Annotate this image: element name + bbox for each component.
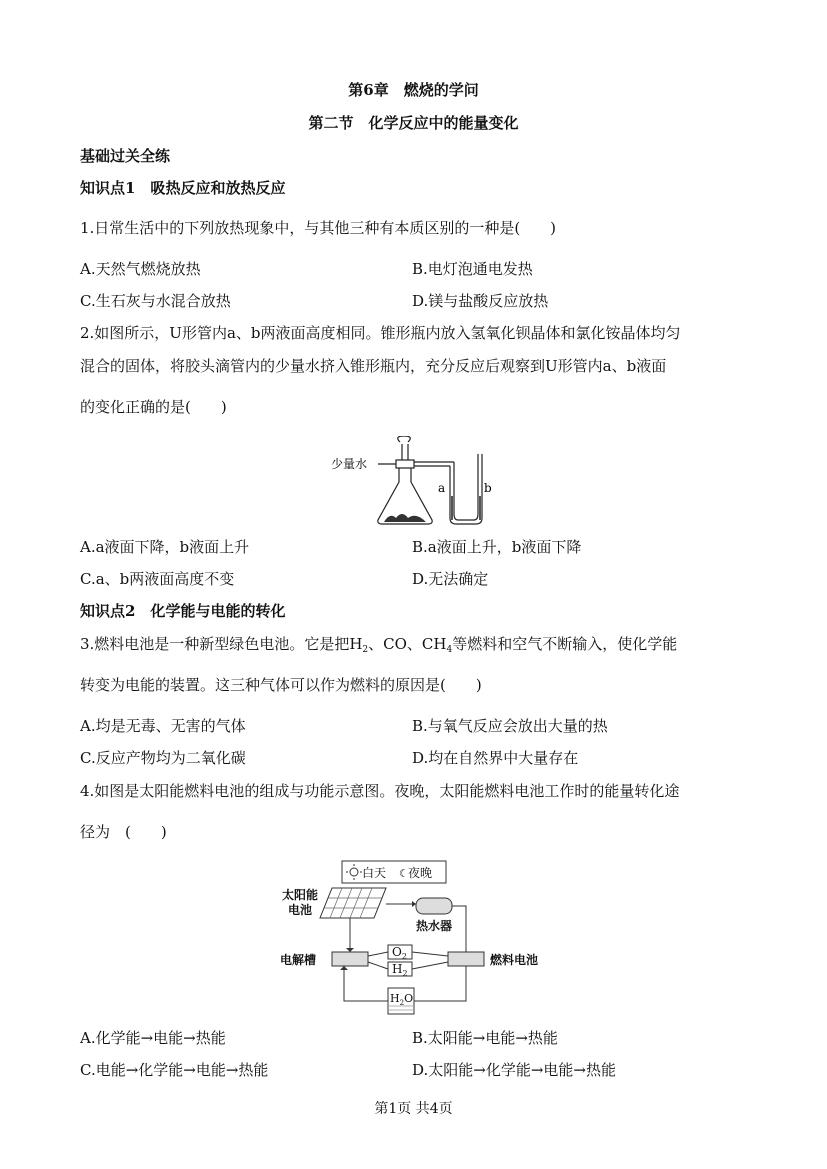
flask-u-tube-figure [330,436,500,528]
question-4-line1: 4.如图是太阳能燃料电池的组成与功能示意图。夜晚，太阳能燃料电池工作时的能量转化途 [80,782,680,800]
q4-option-b[interactable]: B.太阳能→电能→热能 [412,1029,558,1047]
label-solar-1: 太阳能 [282,888,319,902]
question-2-line3: 的变化正确的是( ) [80,398,227,416]
question-4-line2: 径为 ( ) [80,823,167,841]
q4-option-c[interactable]: C.电能→化学能→电能→热能 [80,1061,269,1079]
label-o2: $O_2$ [392,945,407,961]
q4-option-d[interactable]: D.太阳能→化学能→电能→热能 [412,1061,616,1079]
q1-option-b[interactable]: B.电灯泡通电发热 [412,260,533,278]
question-3-line2: 转变为电能的装置。这三种气体可以作为燃料的原因是( ) [80,676,482,694]
question-2-line1: 2.如图所示，U形管内a、b两液面高度相同。锥形瓶内放入氢氧化钡晶体和氯化铵晶体均匀 [80,324,681,342]
chapter-title: 第6章 燃烧的学问 [348,81,479,99]
q4-option-a[interactable]: A.化学能→电能→热能 [80,1029,226,1047]
water-heater [416,898,452,914]
section-title: 第二节 化学反应中的能量变化 [308,114,519,132]
label-day: 白天 [362,866,387,880]
q3-option-a[interactable]: A.均是无毒、无害的气体 [80,717,246,735]
q3-option-c[interactable]: C.反应产物均为二氧化碳 [80,749,246,767]
q2-option-c[interactable]: C.a、b两液面高度不变 [80,570,235,588]
knowledge-point-1: 知识点1 吸热反应和放热反应 [80,179,286,197]
label-water: 少量水 [331,457,368,471]
practice-title: 基础过关全练 [80,147,171,165]
label-a: a [438,481,446,495]
question-3-line1: 3.燃料电池是一种新型绿色电池。它是把$H_2$、CO、$CH_4$等燃料和空气不断输入，使化学能 [80,635,678,655]
q1-option-a[interactable]: A.天然气燃烧放热 [80,260,201,278]
label-fuel-cell: 燃料电池 [490,953,539,967]
q3-option-b[interactable]: B.与氧气反应会放出大量的热 [412,717,608,735]
solid-mixture [384,514,426,522]
question-1-stem: 1.日常生活中的下列放热现象中，与其他三种有本质区别的一种是( ) [80,219,557,237]
q3-option-d[interactable]: D.均在自然界中大量存在 [412,749,579,767]
dropper-bulb-icon [398,436,411,442]
label-b: b [484,481,492,495]
label-night: 夜晚 [408,866,433,880]
label-electrolyzer: 电解槽 [280,953,317,967]
solar-panel [320,888,386,918]
q2-option-d[interactable]: D.无法确定 [412,570,489,588]
q2-option-a[interactable]: A.a液面下降，b液面上升 [80,538,250,556]
fuel-cell-box [448,952,484,966]
question-2-line2: 混合的固体，将胶头滴管内的少量水挤入锥形瓶内，充分反应后观察到U形管内a、b液面 [80,357,667,375]
label-h2: $H_2$ [392,962,408,978]
arrow-heater-line [452,906,466,952]
moon-icon: ☾ [399,867,409,880]
knowledge-point-2: 知识点2 化学能与电能的转化 [80,602,286,620]
q1-option-d[interactable]: D.镁与盐酸反应放热 [412,292,549,310]
q2-option-b[interactable]: B.a液面上升，b液面下降 [412,538,582,556]
q1-option-c[interactable]: C.生石灰与水混合放热 [80,292,231,310]
label-solar-2: 电池 [288,903,313,917]
label-heater: 热水器 [416,919,453,933]
page-footer: 第1页 共4页 [374,1101,453,1117]
solar-fuel-cell-figure [276,860,556,1016]
electrolyzer-box [332,952,368,966]
label-h2o: $H_2O$ [390,992,414,1007]
